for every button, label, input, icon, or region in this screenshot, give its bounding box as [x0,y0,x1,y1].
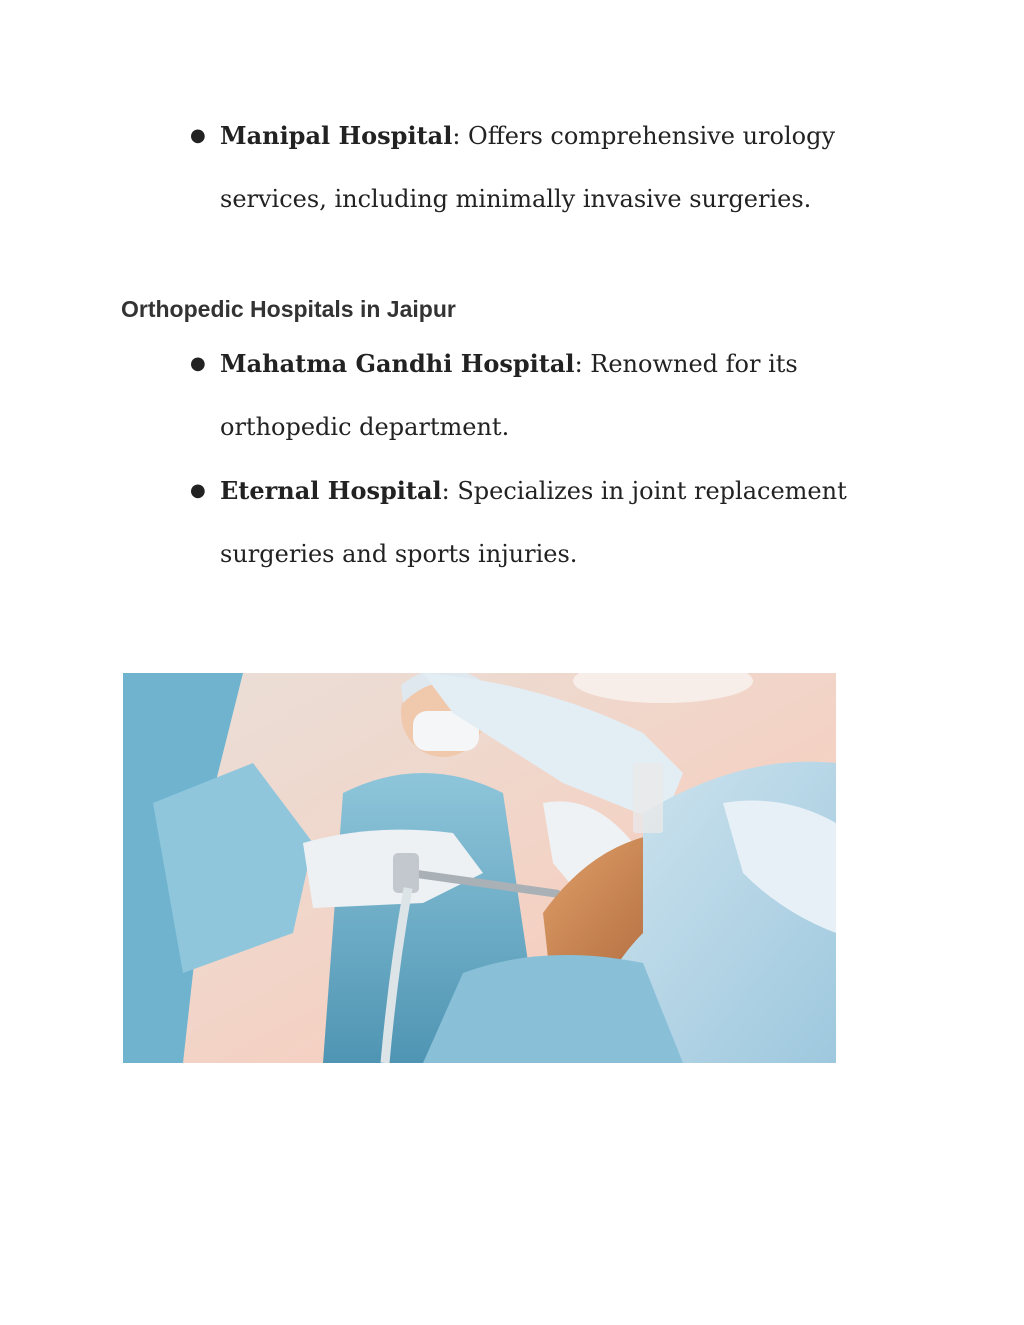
hospital-description: : Offers comprehensive urology services, including minimally invasive surgeries. [220,122,836,213]
bullet-icon: ● [190,480,206,501]
list-item [190,104,930,231]
hospital-description: : Renowned for its orthopedic department. [220,350,798,441]
section-heading: Orthopedic Hospitals in Jaipur [121,296,456,322]
surgery-photo [123,673,836,1063]
hospital-name: Eternal Hospital [220,476,442,505]
hospital-name: Mahatma Gandhi Hospital [220,349,575,378]
urology-hospital-list [190,104,930,231]
bullet-icon: ● [190,353,206,374]
hospital-description: : Specializes in joint replacement surgeries and sports injuries. [220,477,847,568]
orthopedic-hospital-list [190,332,930,586]
hospital-name: Manipal Hospital [220,121,453,150]
list-item [190,459,930,586]
list-item [190,332,930,459]
bullet-icon: ● [190,125,206,146]
